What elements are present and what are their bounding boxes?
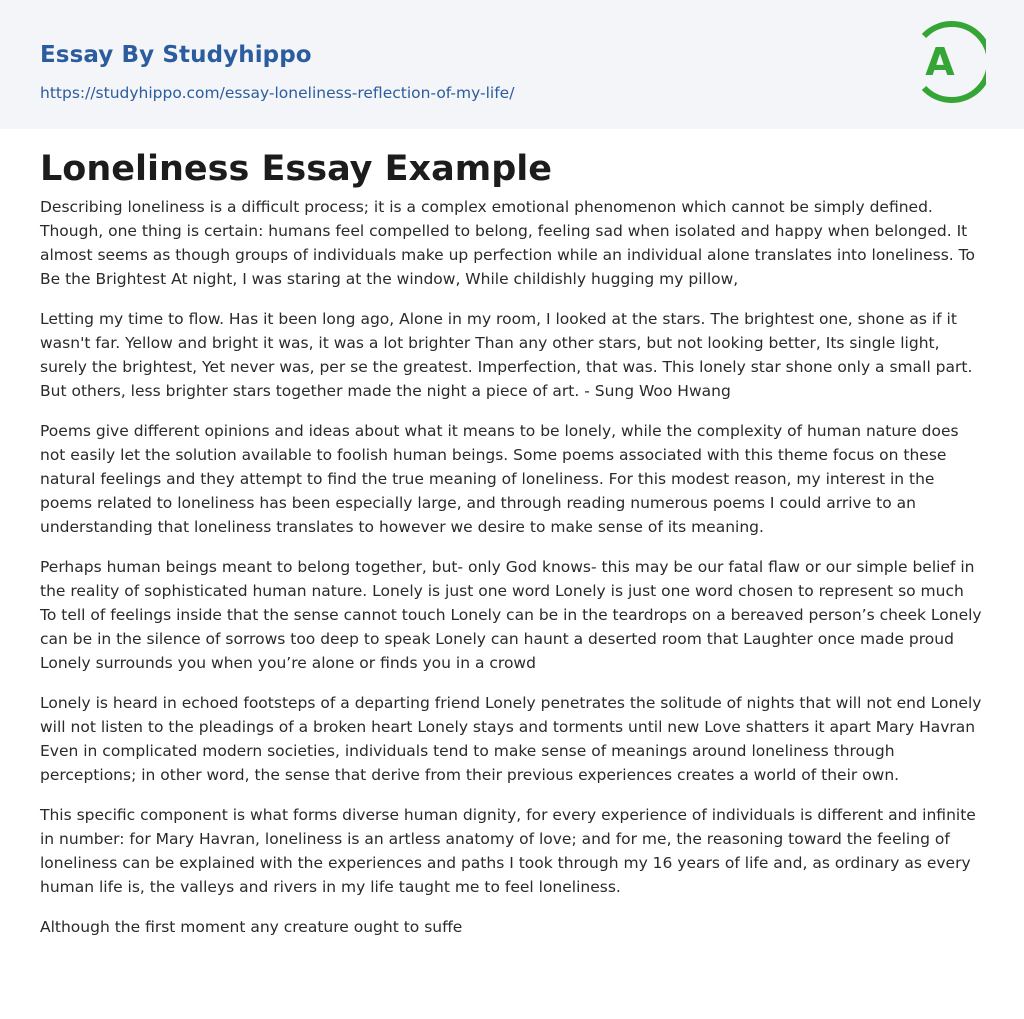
- studyhippo-logo-icon[interactable]: [912, 19, 986, 105]
- page-title: Loneliness Essay Example: [40, 149, 552, 189]
- essay-paragraph: Although the first moment any creature ought to suffe: [40, 918, 463, 936]
- essay-paragraph: Perhaps human beings meant to belong together, but- only God knows- this may be our fatal flaw or our simple belief in the reality of sophisticated human nature. Lonely is just one word Lonely is just one word chosen to represent so much To tell of feelings inside that the sense cannot touch Lonely can be in the teardrops on a bereaved person’s cheek Lonely can be in the silence of sorrows too deep to speak Lonely can haunt a deserted room that Laughter once made proud Lonely surrounds you when you’re alone or finds you in a crowd: [40, 558, 982, 672]
- essay-paragraph: Describing loneliness is a difficult process; it is a complex emotional phenomenon which cannot be simply defined. Though, one thing is certain: humans feel compelled to belong, feeling sad when isolated and happy when belonged. It almost seems as though groups of individuals make up perfection while an individual alone translates into loneliness. To Be the Brightest At night, I was staring at the window, While childishly hugging my pillow,: [40, 198, 975, 288]
- essay-paragraph: Poems give different opinions and ideas about what it means to be lonely, while the complexity of human nature does not easily let the solution available to foolish human beings. Some poems associated with this theme focus on these natural feelings and they attempt to find the true meaning of loneliness. For this modest reason, my interest in the poems related to loneliness has been especially large, and through reading numerous poems I could arrive to an understanding that loneliness translates to however we desire to make sense of its meaning.: [40, 422, 959, 536]
- essay-paragraph: Letting my time to flow. Has it been long ago, Alone in my room, I looked at the stars. The brightest one, shone as if it wasn't far. Yellow and bright it was, it was a lot brighter Than any other stars, but not looking better, Its single light, surely the brightest, Yet never was, per se the greatest. Imperfection, that was. This lonely star shone only a small part. But others, less brighter stars together made the night a piece of art. - Sung Woo Hwang: [40, 310, 973, 400]
- page-url-link[interactable]: https://studyhippo.com/essay-loneliness-reflection-of-my-life/: [40, 84, 515, 102]
- logo-letter: A: [925, 40, 955, 84]
- essay-paragraph: This specific component is what forms diverse human dignity, for every experience of individuals is different and infinite in number: for Mary Havran, loneliness is an artless anatomy of love; and for me, the reasoning toward the feeling of loneliness can be explained with the experiences and paths I took through my 16 years of life and, as ordinary as every human life is, the valleys and rivers in my life taught me to feel loneliness.: [40, 806, 976, 896]
- site-header: [0, 0, 1024, 129]
- site-brand[interactable]: Essay By Studyhippo: [40, 42, 312, 68]
- essay-paragraph: Lonely is heard in echoed footsteps of a departing friend Lonely penetrates the solitude of nights that will not end Lonely will not listen to the pleadings of a broken heart Lonely stays and torments until new Love shatters it apart Mary Havran Even in complicated modern societies, individuals tend to make sense of meanings around loneliness through perceptions; in other word, the sense that derive from their previous experiences creates a world of their own.: [40, 694, 982, 784]
- article-body: [0, 129, 1024, 939]
